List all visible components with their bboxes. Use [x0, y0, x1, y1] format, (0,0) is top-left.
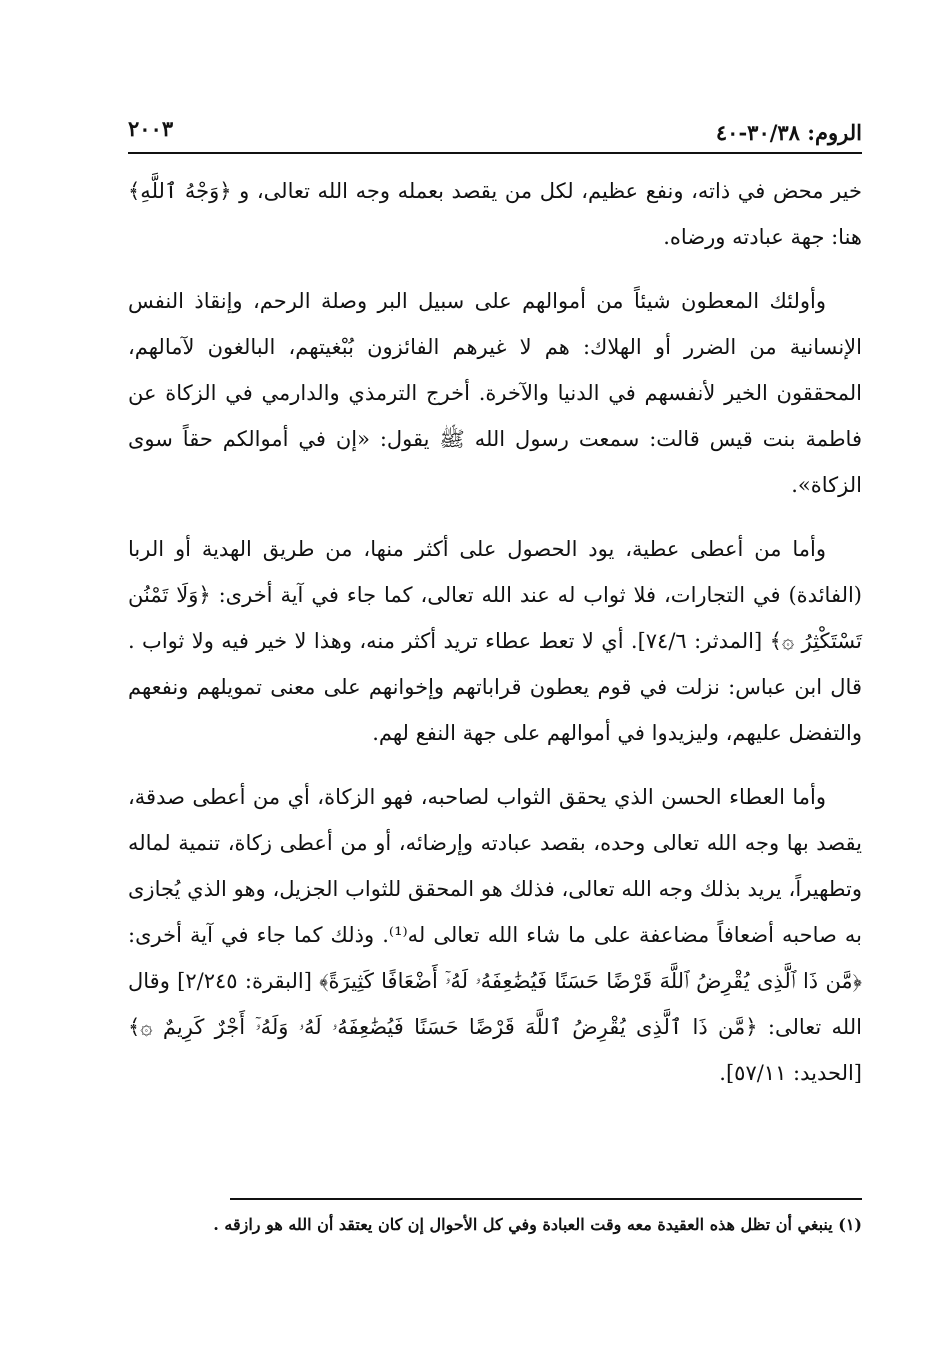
paragraph-1: خير محض في ذاته، ونفع عظيم، لكل من يقصد بعمله وجه الله تعالى، و ﴿وَجْهُ ٱللَّهِ﴾ هنا: جهة عبادته ورضاه. [128, 179, 862, 249]
main-text [128, 168, 862, 1114]
page-header [128, 112, 862, 152]
footnote: (١) ينبغي أن تظل هذه العقيدة معه وقت العبادة وفي كل الأحوال إن كان يعتقد أن الله هو رازقه . [213, 1215, 862, 1234]
paragraph-4: وأما العطاء الحسن الذي يحقق الثواب لصاحبه، فهو الزكاة، أي من أعطى صدقة، يقصد بها وجه الله تعالى وحده، بقصد عبادته وإرضائه، أو من أعطى زكاة، تنمية لماله وتطهيراً، يريد بذلك وجه الله تعالى، فذلك هو المحقق للثواب الجزيل، وهو الذي يُجازى به صاحبه أضعافاً مضاعفة على ما شاء الله تعالى له⁽¹⁾. وذلك كما جاء في آية أخرى: ﴿مَّن ذَا ٱلَّذِى يُقْرِضُ ٱللَّهَ قَرْضًا حَسَنًا فَيُضَٰعِفَهُۥ لَهُۥٓ أَضْعَافًا كَثِيرَةً﴾ [البقرة: ٢/٢٤٥] وقال الله تعالى: ﴿مَّن ذَا ٱلَّذِى يُقْرِضُ ٱللَّهَ قَرْضًا حَسَنًا فَيُضَٰعِفَهُۥ لَهُۥ وَلَهُۥٓ أَجْرٌ كَرِيمٌ ۞﴾ [الحديد: ٥٧/١١]. [128, 785, 863, 1085]
paragraph-3: وأما من أعطى عطية، يود الحصول على أكثر منها، من طريق الهدية أو الربا (الفائدة) في التجارات، فلا ثواب له عند الله تعالى، كما جاء في آية أخرى: ﴿وَلَا تَمْنُن تَسْتَكْثِرُ ۞﴾ [المدثر: ٧٤/٦]. أي لا تعط عطاء تريد أكثر منه، وهذا لا خير فيه ولا ثواب . قال ابن عباس: نزلت في قوم يعطون قراباتهم وإخوانهم على معنى تمويلهم ونفعهم والتفضل عليهم، وليزيدوا في أموالهم على جهة النفع لهم. [128, 537, 862, 745]
footnote-rule [230, 1198, 862, 1200]
surah-reference: الروم: ٣٠/٣٨-٤٠ [715, 120, 862, 145]
paragraph-2: وأولئك المعطون شيئاً من أموالهم على سبيل البر وصلة الرحم، وإنقاذ النفس الإنسانية من الضرر أو الهلاك: هم لا غيرهم الفائزون بُبْغيتهم، البالغون لآمالهم، المحققون الخير لأنفسهم في الدنيا والآخرة. أخرج الترمذي والدارمي في الزكاة عن فاطمة بنت قيس قالت: سمعت رسول الله ﷺ يقول: «إن في أموالكم حقاً سوى الزكاة». [128, 289, 862, 497]
header-rule [128, 152, 862, 154]
page-number: ٢٠٠٣ [128, 116, 174, 141]
